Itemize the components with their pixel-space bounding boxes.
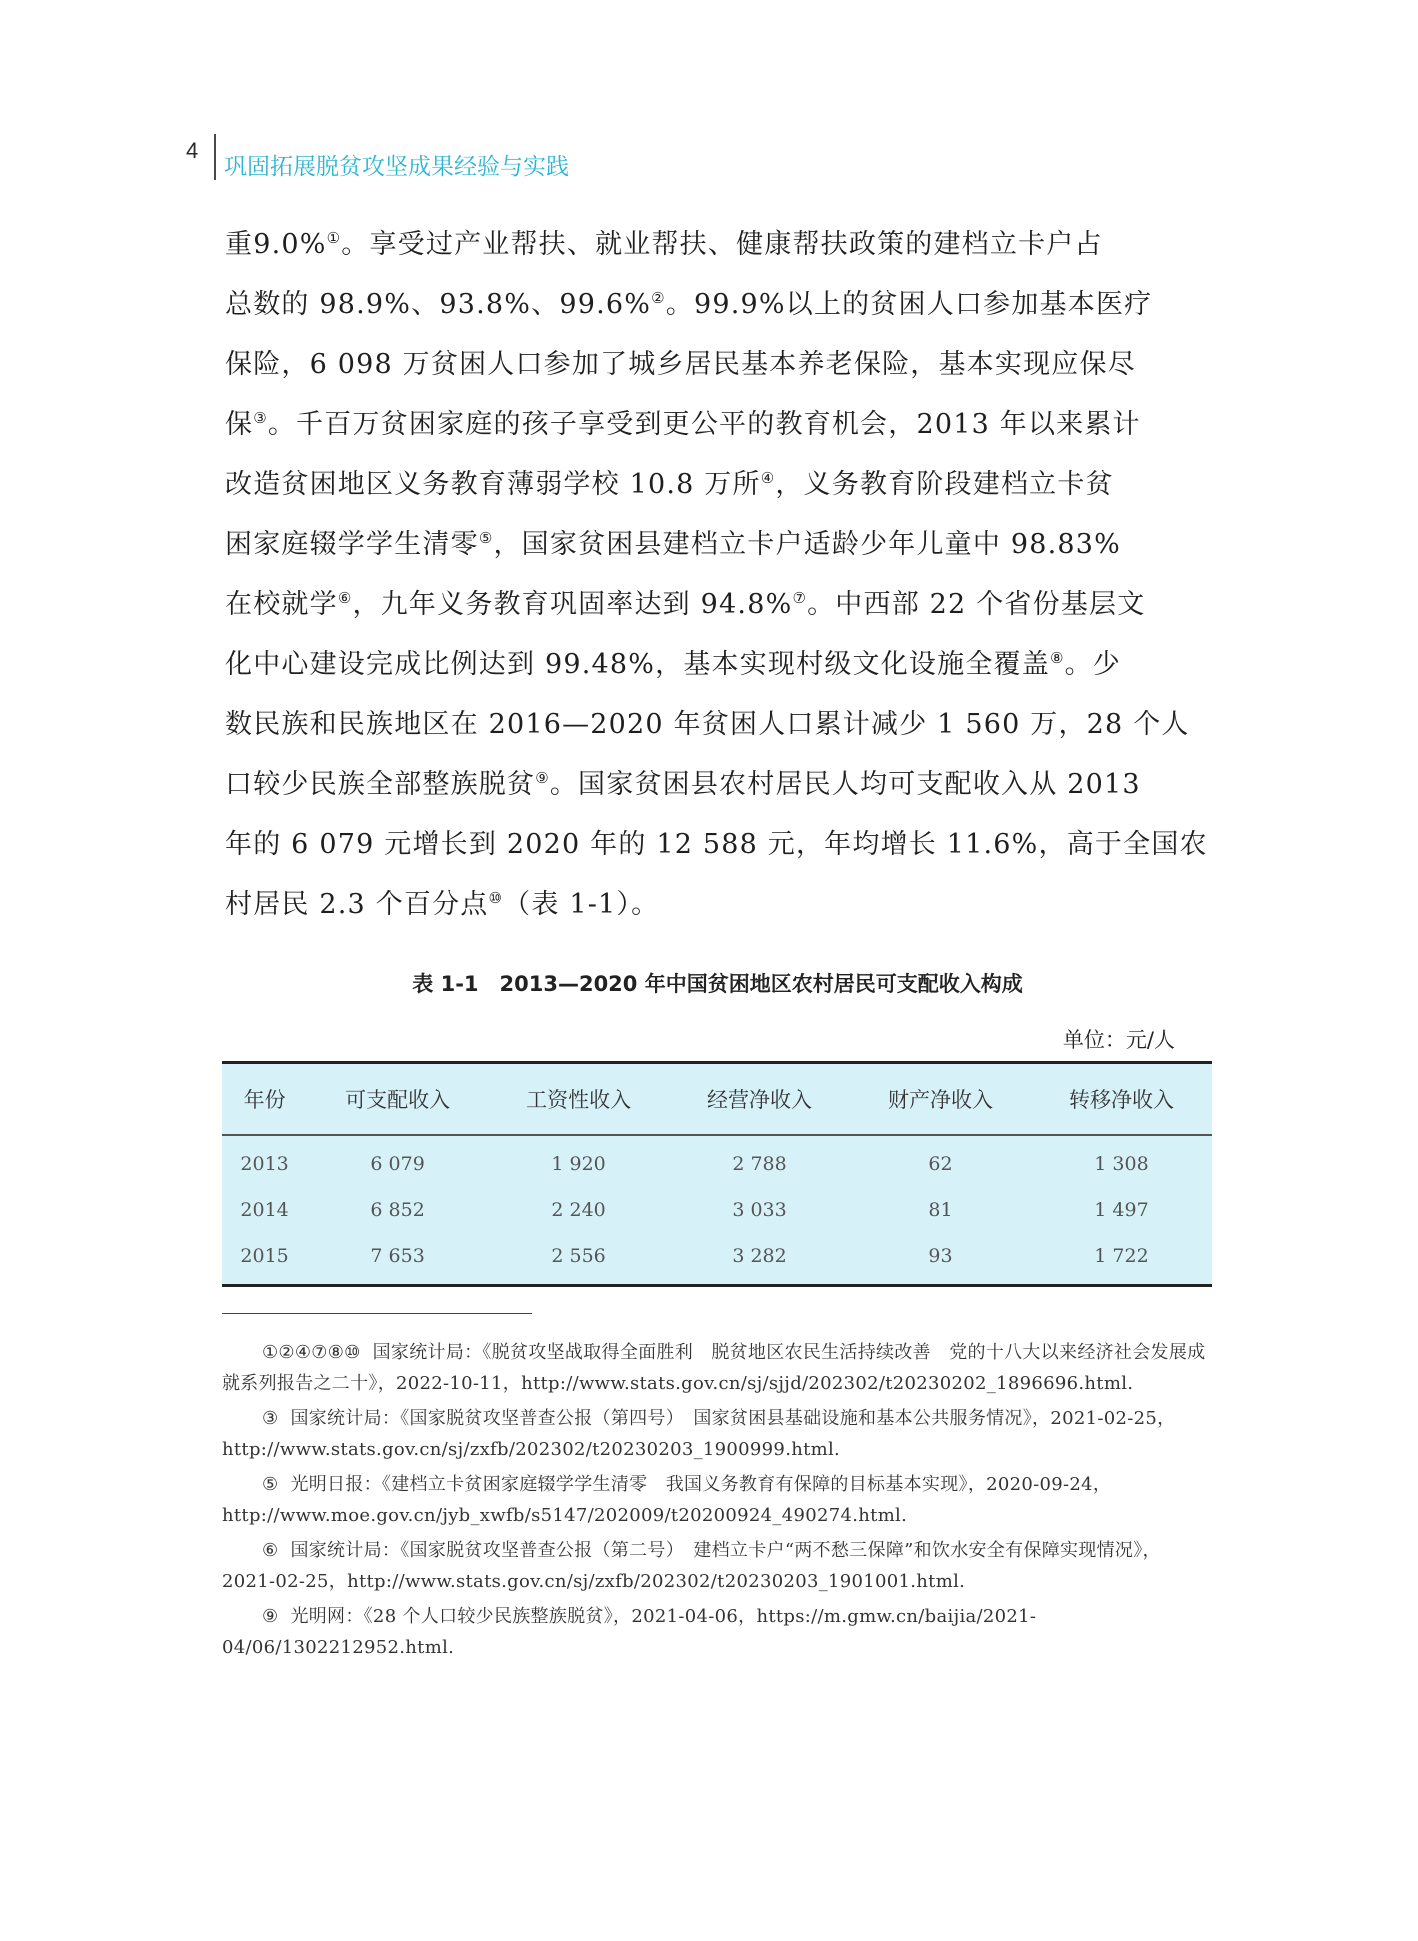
table-cell: 2 788 (732, 1153, 787, 1175)
table-cell: 2 240 (551, 1199, 606, 1221)
table-title: 表 1-1 2013—2020 年中国贫困地区农村居民可支配收入构成 (412, 972, 1023, 996)
table-cell: 93 (928, 1245, 953, 1267)
income-table (222, 1061, 1212, 1287)
table-cell: 6 852 (370, 1199, 425, 1221)
body-line: 改造贫困地区义务教育薄弱学校 10.8 万所④，义务教育阶段建档立卡贫 (225, 469, 1114, 500)
body-line: 年的 6 079 元增长到 2020 年的 12 588 元，年均增长 11.6%，高于全国农 (225, 829, 1208, 860)
table-header-row (222, 1063, 1212, 1136)
footnote-ref: ④ (760, 469, 776, 487)
body-line: 困家庭辍学学生清零⑤，国家贫困县建档立卡户适龄少年儿童中 98.83% (225, 529, 1122, 560)
table-cell: 2014 (240, 1199, 289, 1221)
footnote-text: 国家统计局：《国家脱贫攻坚普查公报（第二号） 建档立卡户“两不愁三保障”和饮水安全有保障实现情况》，2021-02-25，http://www.stats.gov.cn/sj/zxfb/202302/t20230203_1901001.html. (222, 1540, 1161, 1592)
footnote-mark: ⑤ (262, 1474, 279, 1495)
body-line: 口较少民族全部整族脱贫⑨。国家贫困县农村居民人均可支配收入从 2013 (225, 769, 1141, 800)
footnote-mark: ⑥ (262, 1540, 279, 1561)
table-cell: 2013 (240, 1153, 289, 1175)
column-header: 年份 (243, 1088, 286, 1112)
footnote (222, 1535, 1212, 1597)
table-row (222, 1135, 1212, 1187)
footnote-text: 光明日报：《建档立卡贫困家庭辍学学生清零 我国义务教育有保障的目标基本实现》，2020-09-24，http://www.moe.gov.cn/jyb_xwfb/s5147/202009/t20200924_490274.html. (222, 1474, 1112, 1526)
column-header: 工资性收入 (526, 1088, 632, 1112)
body-line: 保险，6 098 万贫困人口参加了城乡居民基本养老保险，基本实现应保尽 (225, 349, 1136, 380)
footnote-divider (222, 1313, 532, 1314)
footnote-ref: ⑧ (1049, 649, 1065, 667)
table-cell: 1 722 (1094, 1245, 1149, 1267)
footnote (222, 1403, 1212, 1465)
body-line: 数民族和民族地区在 2016—2020 年贫困人口累计减少 1 560 万，28 个人 (225, 709, 1190, 740)
table-cell: 1 920 (551, 1153, 606, 1175)
table-unit: 单位：元/人 (1062, 1028, 1175, 1052)
footnote-ref: ⑦ (792, 589, 808, 607)
table-cell: 2015 (240, 1245, 289, 1267)
table-cell: 1 308 (1094, 1153, 1149, 1175)
footnote-mark: ①②④⑦⑧⑩ (262, 1342, 361, 1363)
table-cell: 81 (928, 1199, 953, 1221)
body-text (225, 215, 1210, 935)
body-line: 保③。千百万贫困家庭的孩子享受到更公平的教育机会，2013 年以来累计 (225, 409, 1141, 440)
footnote-text: 国家统计局：《脱贫攻坚战取得全面胜利 脱贫地区农民生活持续改善 党的十八大以来经济社会发展成就系列报告之二十》，2022-10-11，http://www.stats.gov.cn/sj/sjjd/202302/t20230202_1896696.html. (222, 1342, 1206, 1394)
table-cell: 6 079 (370, 1153, 425, 1175)
table-row (222, 1233, 1212, 1286)
footnote (222, 1601, 1212, 1663)
footnotes (222, 1337, 1212, 1667)
book-title: 巩固拓展脱贫攻坚成果经验与实践 (224, 154, 569, 180)
table-cell: 1 497 (1094, 1199, 1149, 1221)
footnote-ref: ③ (253, 409, 268, 427)
column-header: 经营净收入 (707, 1088, 813, 1112)
footnote-ref: ② (651, 289, 666, 307)
footnote-text: 国家统计局：《国家脱贫攻坚普查公报（第四号） 国家贫困县基础设施和基本公共服务情况》，2021-02-25，http://www.stats.gov.cn/sj/zxfb/202302/t20230203_1900999.html. (222, 1408, 1176, 1460)
column-header: 财产净收入 (887, 1088, 993, 1112)
body-line: 化中心建设完成比例达到 99.48%，基本实现村级文化设施全覆盖⑧。少 (225, 649, 1121, 680)
body-line: 总数的 98.9%、93.8%、99.6%②。99.9%以上的贫困人口参加基本医疗 (225, 289, 1153, 320)
table-row (222, 1187, 1212, 1233)
footnote-ref: ⑥ (337, 589, 353, 607)
body-line: 在校就学⑥，九年义务教育巩固率达到 94.8%⑦。中西部 22 个省份基层文 (225, 589, 1146, 620)
table-cell: 3 033 (732, 1199, 787, 1221)
table-cell: 7 653 (370, 1245, 425, 1267)
footnote-ref: ⑨ (535, 769, 550, 787)
footnote (222, 1469, 1212, 1531)
column-header: 转移净收入 (1068, 1088, 1174, 1112)
footnote-mark: ③ (262, 1408, 279, 1429)
footnote-ref: ① (326, 229, 342, 247)
table-cell: 62 (928, 1153, 953, 1175)
header-divider (214, 134, 216, 180)
body-line: 重9.0%①。享受过产业帮扶、就业帮扶、健康帮扶政策的建档立卡户占 (225, 229, 1103, 260)
footnote-mark: ⑨ (262, 1606, 279, 1627)
page-number: 4 (186, 138, 199, 163)
footnote (222, 1337, 1212, 1399)
table-cell: 2 556 (551, 1245, 606, 1267)
footnote-text: 光明网：《28 个人口较少民族整族脱贫》，2021-04-06，https://m.gmw.cn/baijia/2021-04/06/1302212952.html. (222, 1606, 1037, 1658)
footnote-ref: ⑤ (478, 529, 494, 547)
body-line: 村居民 2.3 个百分点⑩（表 1-1）。 (225, 889, 660, 920)
table-cell: 3 282 (732, 1245, 787, 1267)
footnote-ref: ⑩ (488, 889, 504, 907)
column-header: 可支配收入 (345, 1088, 451, 1112)
